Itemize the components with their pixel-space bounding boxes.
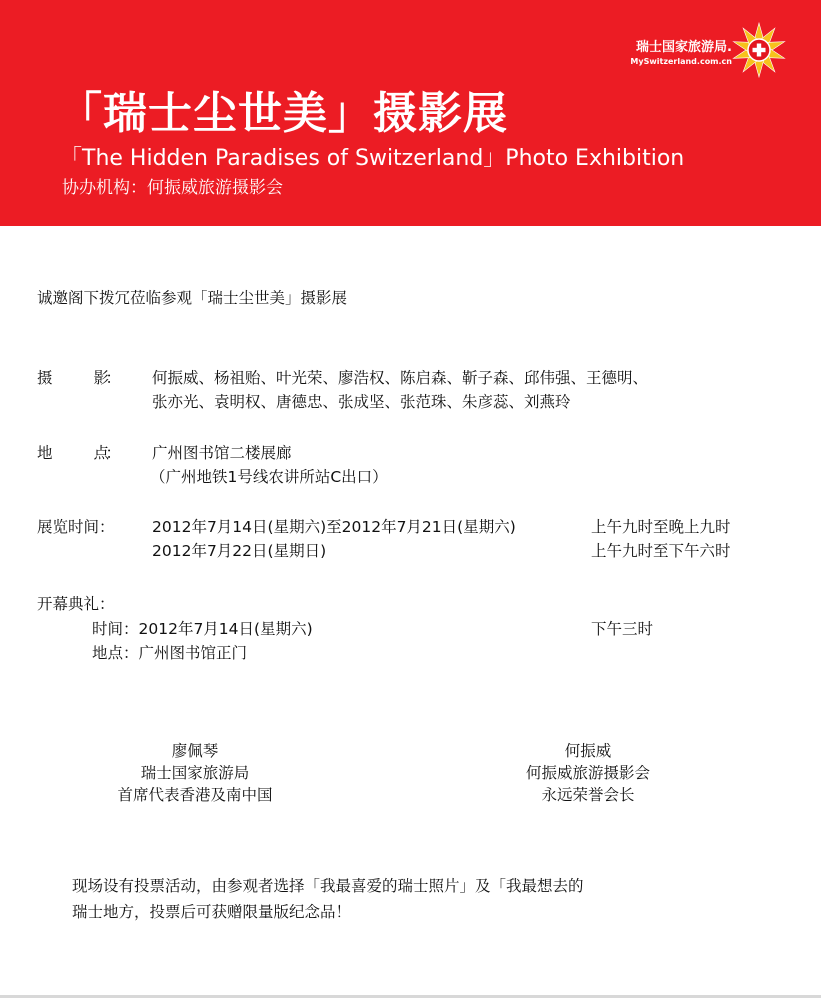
voting-note-line-1: 现场设有投票活动，由参观者选择「我最喜爱的瑞士照片」及「我最想去的 bbox=[72, 877, 584, 895]
photographers-line-2: 张亦光、袁明权、唐德忠、张成坚、张范珠、朱彦蕊、刘燕玲 bbox=[152, 393, 571, 411]
voting-note-line-2: 瑞士地方，投票后可获赠限量版纪念品！ bbox=[72, 903, 352, 921]
exhibition-english-title: 「The Hidden Paradises of Switzerland」Photo Exhibition bbox=[60, 146, 685, 171]
opening-label: 开幕典礼： bbox=[37, 595, 115, 613]
exhibition-hours-1: 上午九时至晚上九时 bbox=[591, 518, 731, 536]
swiss-flower-logo-icon bbox=[731, 22, 787, 78]
exhibition-date-1: 2012年7月14日(星期六)至2012年7月21日(星期六) bbox=[152, 518, 516, 536]
opening-place: 地点：广州图书馆正门 bbox=[92, 644, 248, 662]
exhibition-hours-2: 上午九时至下午六时 bbox=[591, 542, 731, 560]
exhibition-date-2: 2012年7月22日(星期日) bbox=[152, 542, 327, 560]
exhibition-time-label: 展览时间： bbox=[37, 518, 115, 536]
venue-line-2: （广州地铁1号线农讲所站C出口） bbox=[150, 468, 388, 486]
signature-left bbox=[85, 740, 305, 806]
swiss-tourism-logo-text bbox=[630, 40, 732, 67]
logo-url: MySwitzerland.com.cn bbox=[630, 57, 732, 66]
signature-name: 廖佩琴 bbox=[171, 742, 219, 760]
header-banner bbox=[0, 0, 821, 226]
signature-org: 何振威旅游摄影会 bbox=[525, 764, 650, 782]
venue-line-1: 广州图书馆二楼展廊 bbox=[152, 444, 292, 462]
co-organizer: 协办机构：何振威旅游摄影会 bbox=[62, 178, 283, 198]
signature-name: 何振威 bbox=[564, 742, 612, 760]
opening-time: 时间：2012年7月14日(星期六) bbox=[92, 620, 313, 638]
page-bottom-border bbox=[0, 995, 821, 998]
logo-name: 瑞士国家旅游局. bbox=[636, 40, 732, 55]
signature-title: 首席代表香港及南中国 bbox=[117, 786, 273, 804]
signature-org: 瑞士国家旅游局 bbox=[140, 764, 250, 782]
exhibition-title: 「瑞士尘世美」摄影展 bbox=[58, 88, 508, 139]
photographers-line-1: 何振威、杨祖贻、叶光荣、廖浩权、陈启森、靳子森、邱伟强、王德明、 bbox=[152, 369, 649, 387]
invitation-text: 诚邀阁下拨冗莅临参观「瑞士尘世美」摄影展 bbox=[37, 289, 348, 307]
signature-title: 永远荣誉会长 bbox=[541, 786, 635, 804]
signature-right bbox=[478, 740, 698, 806]
opening-time-of-day: 下午三时 bbox=[591, 620, 654, 638]
